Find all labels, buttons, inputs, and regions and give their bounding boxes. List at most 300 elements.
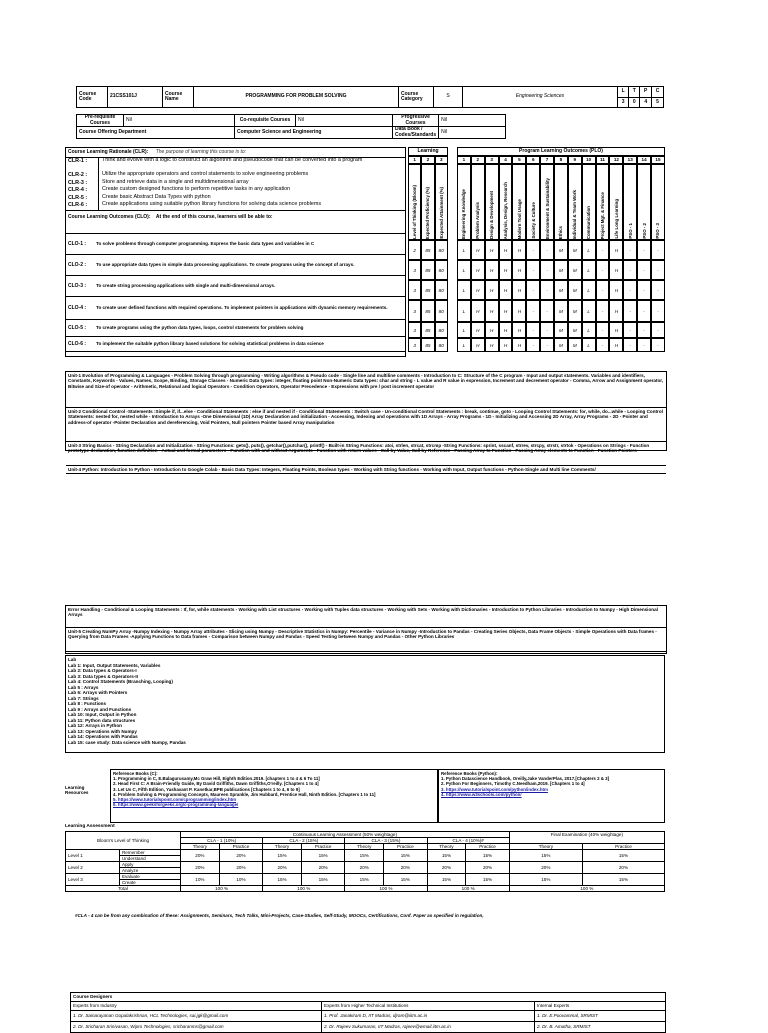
plo-value: H: [609, 240, 623, 260]
plo-value: M: [554, 280, 568, 300]
course-category: S: [434, 87, 463, 108]
plo-header: Individual & Team Work: [572, 189, 578, 239]
assessment-value: 15%: [384, 874, 427, 886]
ltpc-l-label: L: [618, 87, 629, 98]
plo-value: -: [623, 280, 637, 300]
plo-header-cell: [512, 164, 526, 240]
lab-item: Lab 14: Operations with Pandas: [68, 734, 138, 739]
plo-number: 8: [554, 156, 568, 164]
assessment-value: 15%: [427, 850, 466, 862]
designer-cell: 1. Dr. Sainarayanan Gopalakrishnan, HCL Technologies, sai.jgk@gmail.com: [71, 1011, 322, 1022]
reference-books-c: [110, 769, 438, 823]
clr-code: CLR-4 :: [66, 187, 99, 195]
clo-row: [66, 234, 405, 255]
learning-value: 2: [408, 240, 421, 260]
assessment-total: 100 %: [181, 886, 263, 892]
plo-header-cell: [526, 164, 540, 240]
assessment-level: Level 2: [66, 862, 120, 874]
plo-columns: [457, 147, 665, 355]
course-name-label: Course Name: [163, 87, 194, 108]
plo-value: L: [582, 322, 596, 338]
plo-value: M: [554, 260, 568, 280]
assessment-value: 20%: [466, 862, 509, 874]
practice-label: Practice: [219, 844, 262, 850]
clo-code: CLO-3 :: [68, 282, 87, 289]
assessment-heading: Learning Assessment: [65, 824, 115, 829]
plo-value: L: [457, 280, 471, 300]
learning-value: 85: [421, 280, 434, 300]
designers-heading-row: [71, 993, 666, 1002]
assessment-value: 20%: [384, 862, 427, 874]
learning-header: Expected Proficiency (%): [425, 186, 431, 239]
theory-label: Theory: [345, 844, 384, 850]
lab-title: Lab: [68, 657, 77, 662]
blooms-level: Analyze: [119, 868, 180, 874]
plo-value: M: [568, 300, 582, 322]
ltpc-c-value: 5: [652, 97, 664, 108]
plo-value-row: [457, 322, 665, 338]
lab-item: Lab 5 : Arrays: [68, 684, 99, 690]
plo-header-cell: [609, 164, 623, 240]
assessment-value: 20%: [345, 862, 384, 874]
plo-header: Communication: [586, 205, 592, 239]
designer-row: [71, 1022, 666, 1033]
plo-value: H: [471, 280, 485, 300]
plo-value: H: [499, 260, 513, 280]
blooms-level: Understand: [119, 856, 180, 862]
ltpc-c-label: C: [652, 87, 664, 98]
assessment-total: 100 %: [345, 886, 427, 892]
assessment-value: 15%: [582, 874, 664, 886]
learning-label: Learning: [408, 147, 448, 156]
plo-header-cell: [485, 164, 499, 240]
plo-value: H: [512, 338, 526, 352]
assessment-value: 20%: [301, 862, 344, 874]
plo-value-row: [457, 240, 665, 260]
plo-header: PSO - 1: [627, 223, 633, 239]
clo-row: [66, 297, 405, 320]
assessment-total: 100 %: [263, 886, 345, 892]
plo-number: 5: [512, 156, 526, 164]
assessment-value: 20%: [219, 850, 262, 862]
lab-item: Lab 8 : Functions: [68, 701, 107, 706]
plo-value: L: [457, 338, 471, 352]
assessment-value: 15%: [301, 874, 344, 886]
plo-value: -: [596, 260, 610, 280]
clo-code: CLO-2 :: [68, 261, 87, 268]
assessment-value: 20%: [181, 850, 220, 862]
plo-header: Society & Culture: [530, 202, 536, 239]
designer-cell: 2. Dr. Sricharan Srinivasan, Wipro Technologies, sricharanms@gmail.com: [71, 1022, 322, 1033]
plo-value: L: [582, 240, 596, 260]
total-label: Total: [66, 886, 181, 892]
plo-value: -: [637, 260, 651, 280]
learning-header-cell: [435, 164, 448, 240]
assessment-header-row: [66, 832, 665, 838]
industry-column: Experts from Industry: [71, 1002, 322, 1011]
clr-row: [66, 202, 405, 210]
plo-header-cell: [554, 164, 568, 240]
plo-value: H: [512, 260, 526, 280]
plo-value: -: [637, 280, 651, 300]
plo-number: 10: [582, 156, 596, 164]
plo-number: 1: [457, 156, 471, 164]
plo-header: Problem Analysis: [475, 202, 481, 239]
plo-value: -: [623, 260, 637, 280]
reference-c-list: [113, 776, 435, 808]
clo-code: CLO-1 :: [68, 240, 87, 247]
ltpc-t-label: T: [629, 87, 640, 98]
ltpc-l-value: 3: [618, 97, 629, 108]
clo-code: CLO-4 :: [68, 304, 87, 311]
assessment-value: 15%: [509, 850, 582, 862]
plo-value: H: [512, 280, 526, 300]
plo-header-cell: [471, 164, 485, 240]
reference-c-item: 1. Programming in C, E.Balagurusamy,Mc Graw Hill, Eighth Edition.2019. [chapters 1 to 4 & 6 To 11]: [113, 776, 320, 781]
plo-value: -: [651, 280, 665, 300]
assessment-total: 100 %: [509, 886, 664, 892]
learning-header: Expected Attainment (%): [438, 187, 444, 239]
plo-value: L: [457, 240, 471, 260]
unit-block: Unit-5 Creating NumPy Array -Numpy Indexing - Numpy Array attributes - Slicing using Numpy - Descriptive Statistics in Numpy: Percentile - Variance in Numpy -Introduction to Pandas - Creating Series Objects, Data Frame Objects - Simple Operations with Data frames - Querying from Data Frames -Applying Functions to Data frames - Comparison between Numpy and Pandas - Speed Testing between Numpy and Pandas - Other Python Libraries: [66, 628, 666, 652]
plo-label: Program Learning Outcomes (PLO): [457, 147, 665, 156]
plo-value: -: [596, 322, 610, 338]
reference-c-item: 3. Let Us C, Fifth Edition, Yashavant P. Kanetkar,BPB publications [Chapters 1 to 4, 6 to 9]: [113, 786, 300, 792]
designer-cell: 1. Prof. Janakiram D, IIT Madras, djram@iitm.ac.in: [322, 1011, 535, 1022]
reference-python-link[interactable]: 3. https://www.tutorialspoint.com/python/index.htm: [441, 786, 548, 792]
learning-values: [408, 240, 448, 352]
assessment-value: 15%: [384, 850, 427, 862]
plo-value: H: [485, 240, 499, 260]
blooms-level: Create: [119, 880, 180, 886]
coreq-label: Co-requisite Courses: [235, 115, 296, 127]
plo-value: M: [568, 338, 582, 352]
learning-value: 85: [421, 322, 434, 338]
plo-header-cell: [582, 164, 596, 240]
learning-value-row: [408, 240, 448, 260]
clo-row: [66, 320, 405, 337]
assessment-total-row: [66, 886, 665, 892]
learning-value: 3: [408, 260, 421, 280]
clr-text: Store and retrieve data in a single and multidimensional array: [102, 178, 249, 185]
plo-value: M: [568, 240, 582, 260]
plo-header: Life Long Learning: [613, 199, 619, 239]
lab-item: Lab 6: Arrays with Pointers: [68, 690, 128, 695]
assessment-table: [65, 831, 665, 892]
theory-label: Theory: [263, 844, 302, 850]
clr-code: CLR-2 :: [66, 172, 99, 180]
learning-header: Level of Thinking (Bloom): [412, 185, 418, 239]
plo-value: -: [623, 300, 637, 322]
blooms-level: Evaluate: [119, 874, 180, 880]
plo-value-row: [457, 338, 665, 352]
plo-value: M: [568, 322, 582, 338]
reference-python-title: Reference Books (Python):: [441, 771, 498, 776]
plo-value: -: [526, 260, 540, 280]
plo-value: -: [526, 322, 540, 338]
plo-value: M: [554, 300, 568, 322]
blooms-level: Remember: [119, 850, 180, 856]
plo-header: Environment & Sustainability: [544, 178, 550, 239]
clr-text: Think and evolve with a logic to construct an algorithm and pseudocode that can be converted into a program: [102, 157, 363, 163]
plo-value: -: [596, 280, 610, 300]
learning-value-row: [408, 322, 448, 338]
higher-column: Experts from Higher Technical Institutions: [322, 1002, 535, 1011]
learning-number: 3: [435, 156, 448, 164]
assessment-value: 15%: [301, 850, 344, 862]
plo-header: Modern Tool Usage: [516, 198, 522, 239]
plo-value: M: [554, 322, 568, 338]
plo-value: L: [457, 260, 471, 280]
plo-value: H: [485, 322, 499, 338]
lab-item: Lab 4: Control Statements (Branching, Looping): [68, 679, 173, 684]
plo-header-cell: [596, 164, 610, 240]
assessment-value: 10%: [219, 874, 262, 886]
assessment-value: 20%: [427, 862, 466, 874]
plo-header: Ethics: [558, 225, 564, 239]
learning-number: 1: [408, 156, 421, 164]
course-category-label: Course Category: [399, 87, 434, 108]
lab-item: Lab 12: Arrays in Python: [68, 723, 122, 728]
clr-text: Create basic Abstract Data Types with python: [102, 193, 211, 200]
plo-value: -: [526, 338, 540, 352]
plo-header: PSO - 3: [655, 223, 661, 239]
plo-value: H: [485, 260, 499, 280]
plo-values: [457, 240, 665, 352]
assessment-value: 15%: [263, 850, 302, 862]
assessment-level: Level 3: [66, 874, 120, 886]
plo-number: 14: [637, 156, 651, 164]
final-exam-label: Final Examination (40% weightage): [509, 832, 664, 844]
clr-text: Create custom designed functions to perform repetitive tasks in any application: [102, 186, 291, 192]
ltpc-t-value: 0: [629, 97, 640, 108]
reference-c-link[interactable]: 6. https://www.geeksforgeeks.org/c-programming-language/: [113, 802, 239, 808]
plo-header-cell: [499, 164, 513, 240]
plo-value: M: [554, 240, 568, 260]
clr-list: [66, 158, 405, 210]
plo-header: Analysis, Design, Research: [503, 181, 508, 239]
reference-python-item: 2. Python For Beginners, Timothy C.Needham,2019. [Chapters 1 to 4]: [441, 781, 585, 787]
clo-row: [66, 255, 405, 276]
learning-value: 80: [435, 338, 448, 352]
cla-column: CLA - 4 (10%)#: [427, 838, 509, 844]
lab-item: Lab 3: Data types & Operators-II: [68, 673, 138, 679]
practice-label: Practice: [301, 844, 344, 850]
unit-block: Unit-4 Python: Introduction to Python - Introduction to Google Colab - Basic Data Types: Integers, Floating Points, Boolean types - Working with String functions - Working with Input, Output functions - Python-Single and Multi line Comments/: [66, 466, 666, 474]
assessment-note: #CLA - 4 can be from any combination of these: Assignments, Seminars, Tech Talks, Mini-Projects, Case-Studies, Self-Study, MOOCs, Certifications, Conf. Paper as specified in regulation,: [75, 913, 484, 918]
plo-value: H: [485, 338, 499, 352]
prerequisite-table: [76, 114, 506, 139]
plo-header-cell: [651, 164, 665, 240]
category-name: Engineering Sciences: [463, 87, 618, 108]
lab-items: [68, 663, 662, 746]
learning-value: 80: [435, 322, 448, 338]
theory-label: Theory: [509, 844, 582, 850]
cla-column: CLA - 3 (15%): [345, 838, 427, 844]
clo-heading: Course Learning Outcomes (CLO):: [68, 213, 151, 220]
reference-python-item: 1. Python Datascience Handbook, Oreilly,Jake VanderPlas, 2017.[Chapters 2 & 3]: [441, 776, 610, 781]
plo-value: H: [471, 300, 485, 322]
lab-item: Lab 9 : Arrays and Functions: [68, 706, 132, 712]
reference-c-item: 2. Head First C: A Brain-Friendly Guide, By David Griffiths, Dawn Griffiths,O'reilly. [Chapters 1 to 4]: [113, 781, 319, 787]
course-code: 21CSS101J: [108, 87, 163, 108]
offering-dept-label: Course Offering Department: [77, 127, 235, 139]
clo-code: CLO-5 :: [68, 324, 87, 331]
clr-code: CLR-5 :: [66, 195, 99, 203]
plo-value: -: [637, 240, 651, 260]
databook-value: Nil: [439, 127, 506, 139]
reference-python-link[interactable]: 4. https://www.w3schools.com/python/: [441, 791, 522, 797]
blooms-level: Apply: [119, 862, 180, 868]
internal-column: Internal Experts: [535, 1002, 666, 1011]
units-section-1: [65, 371, 667, 472]
reference-books-python: [438, 769, 665, 823]
learning-value-row: [408, 300, 448, 322]
assessment-value: 15%: [466, 874, 509, 886]
practice-label: Practice: [384, 844, 427, 850]
plo-value: H: [499, 280, 513, 300]
progressive-label: Progressive Courses: [393, 115, 439, 127]
assessment-value: 15%: [427, 874, 466, 886]
resources-label: Learning Resources: [65, 785, 89, 795]
learning-columns: [408, 147, 448, 355]
plo-value: L: [582, 338, 596, 352]
plo-value: L: [457, 322, 471, 338]
clr-row: [66, 158, 405, 172]
designer-row: [71, 1011, 666, 1022]
course-name: PROGRAMMING FOR PROBLEM SOLVING: [194, 87, 399, 108]
units-section-2: [65, 605, 667, 654]
plo-header-cell: [457, 164, 471, 240]
assessment-value: 15%: [263, 874, 302, 886]
clo-heading-row: [66, 210, 405, 234]
plo-value: -: [526, 300, 540, 322]
assessment-value: 15%: [466, 850, 509, 862]
assessment-total: 100 %: [427, 886, 509, 892]
designers-heading: Course Designers: [71, 993, 666, 1002]
plo-value: H: [471, 338, 485, 352]
plo-value: -: [540, 280, 554, 300]
learning-value: 80: [435, 240, 448, 260]
assessment-value: 20%: [219, 862, 262, 874]
clo-row: [66, 276, 405, 297]
clo-row: [66, 337, 405, 352]
clo-heading-note: At the end of this course, learners will be able to:: [155, 213, 273, 220]
plo-number-row: [457, 156, 665, 164]
clo-text: To solve problems through computer programming. Express the basic data types and variables in C: [96, 241, 315, 246]
learning-value: 3: [408, 322, 421, 338]
clr-code: CLR-3 :: [66, 180, 99, 188]
learning-number-row: [408, 156, 448, 164]
plo-value: -: [637, 300, 651, 322]
plo-value: -: [540, 338, 554, 352]
clo-list: [66, 234, 405, 352]
plo-number: 3: [485, 156, 499, 164]
plo-header-cell: [540, 164, 554, 240]
plo-value: H: [609, 322, 623, 338]
plo-header: Project Mgt. & Finance: [600, 191, 606, 239]
learning-value: 85: [421, 338, 434, 352]
progressive-value: Nil: [439, 115, 506, 127]
learning-resources: [65, 769, 665, 823]
lab-section: [65, 655, 665, 753]
plo-header: PSO - 2: [641, 223, 647, 239]
plo-number: 15: [651, 156, 665, 164]
practice-label: Practice: [582, 844, 664, 850]
clr-heading: Course Learning Rationale (CLR):: [68, 149, 149, 155]
plo-value: -: [637, 338, 651, 352]
plo-header-cell: [568, 164, 582, 240]
clr-heading-note: The purpose of learning this course is to:: [155, 149, 247, 155]
assessment-value: 15%: [345, 850, 384, 862]
clo-text: To use appropriate data types in simple data processing applications. To create programs using the concept of arrays.: [96, 262, 355, 267]
clr-section: [65, 147, 406, 357]
plo-value: H: [609, 280, 623, 300]
plo-value: -: [651, 240, 665, 260]
reference-c-title: Reference Books (C):: [113, 771, 158, 776]
plo-value: -: [540, 322, 554, 338]
reference-c-item: 4. Problem Solving & Programming Concepts, Maureen Sprankle, Jim Hubbard, Prentice Hall, Ninth Edition. [Chapters 1 to 11]: [113, 791, 376, 797]
clr-code: CLR-6 :: [66, 202, 99, 210]
clr-text: Create applications using suitable python library functions for solving data science problems: [102, 201, 322, 207]
assessment-level: Level 1: [66, 850, 120, 862]
plo-value: H: [471, 240, 485, 260]
assessment-value: 20%: [582, 862, 664, 874]
plo-value: H: [471, 322, 485, 338]
assessment-value: 15%: [582, 850, 664, 862]
reference-c-link[interactable]: 5. https://www.tutorialspoint.com/cprogramming/index.htm: [113, 797, 237, 803]
lab-item: Lab 11: Python data structures: [68, 717, 136, 723]
designers-columns-row: [71, 1002, 666, 1011]
learning-number: 2: [421, 156, 434, 164]
ltpc-p-value: 4: [640, 97, 652, 108]
plo-value: -: [651, 338, 665, 352]
unit-block: Unit-1 Evolution of Programming & Languages - Problem Solving through programming - Writing algorithms & Pseudo code - Single line and multiline comments - Introduction to C: Structure of the C program - Input and output statements. Variables and identifiers, Constants, Keywords - Values, Names, Scope, Binding, Storage Classes - Numeric Data types: integer, floating point Non-Numeric Data types: char and string - L value and R value in expression, Increment and decrement operator - Comma, Arrow and Assignment operator, Bitwise and Size-of operator - Arithmetic, Relational and logical Operators - Condition Operators, Operator Precedence - Expressions with pre / post increment operator: [66, 372, 666, 408]
learning-header-cell: [421, 164, 434, 240]
learning-value: 3: [408, 338, 421, 352]
learning-value: 80: [435, 300, 448, 322]
learning-value-row: [408, 280, 448, 300]
plo-value: -: [526, 240, 540, 260]
plo-number: 2: [471, 156, 485, 164]
learning-value: 3: [408, 280, 421, 300]
plo-value: L: [582, 300, 596, 322]
learning-value: 85: [421, 300, 434, 322]
assessment-value: 15%: [509, 874, 582, 886]
learning-value: 80: [435, 280, 448, 300]
theory-label: Theory: [181, 844, 220, 850]
learning-value: 85: [421, 260, 434, 280]
plo-header-row: [457, 164, 665, 240]
cla-column: CLA - 1 (10%): [181, 838, 263, 844]
plo-value: H: [512, 300, 526, 322]
plo-number: 13: [623, 156, 637, 164]
plo-value: -: [623, 322, 637, 338]
designer-cell: 1. Dr. E.Poovammal, SRMIST: [535, 1011, 666, 1022]
plo-value: H: [499, 240, 513, 260]
plo-value: H: [499, 322, 513, 338]
plo-value: H: [485, 300, 499, 322]
reference-python-list: [441, 776, 662, 797]
lab-item: Lab 7: Strings: [68, 695, 99, 701]
plo-header: Engineering Knowledge: [461, 188, 467, 239]
plo-value: M: [568, 280, 582, 300]
plo-value: L: [582, 260, 596, 280]
learning-value: 85: [421, 240, 434, 260]
plo-value: H: [485, 280, 499, 300]
plo-value: M: [554, 338, 568, 352]
designers-table: [70, 992, 666, 1033]
